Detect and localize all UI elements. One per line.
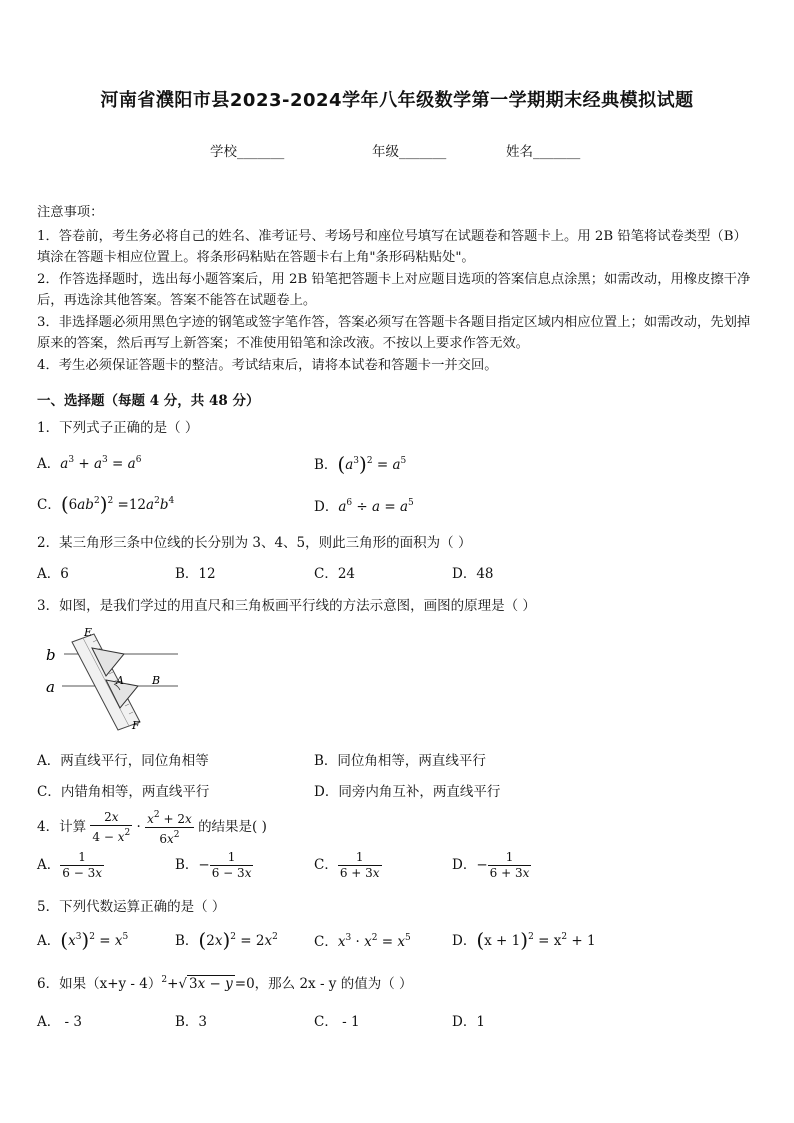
q2-option-c: C．24 bbox=[314, 566, 356, 582]
q4-option-b: B．− $\frac{1}{6 - 3x}$ bbox=[175, 850, 252, 880]
note-item: 3．非选择题必须用黑色字迹的钢笔或签字笔作答，答案必须写在答题卡各题目指定区域内相应位置上；如需改动，先划掉原来的答案，然后再写上新答案；不准使用铅笔和涂改液。不按以上要求作答无效。 bbox=[37, 314, 751, 351]
q1-option-c: C．$(6ab^2)^2 =12a^2b^4$ bbox=[37, 492, 175, 516]
q2-option-d: D．48 bbox=[452, 566, 494, 582]
q4-option-d: D．− $\frac{1}{6 + 3x}$ bbox=[452, 850, 530, 880]
q3-option-d: D．同旁内角互补，两直线平行 bbox=[314, 784, 501, 800]
notes-heading: 注意事项： bbox=[37, 205, 104, 220]
label-f: F bbox=[132, 719, 140, 732]
q3-option-b: B．同位角相等，两直线平行 bbox=[314, 753, 486, 769]
q1-option-d: D．$a^6 \div a = a^5$ bbox=[314, 498, 414, 515]
label-A: A bbox=[116, 674, 124, 687]
q6-option-d: D．1 bbox=[452, 1014, 485, 1030]
q3-option-c: C．内错角相等，两直线平行 bbox=[37, 784, 210, 800]
section-heading: 一、选择题（每题 4 分，共 48 分） bbox=[37, 393, 260, 409]
school-field: 学校_______ bbox=[210, 144, 285, 160]
q5-option-a: A．$(x^3)^2 = x^5$ bbox=[37, 928, 129, 952]
label-b: b bbox=[46, 646, 56, 664]
q5-option-b: B．$(2x)^2 = 2x^2$ bbox=[175, 928, 278, 952]
grade-field: 年级_______ bbox=[372, 144, 447, 160]
label-B: B bbox=[152, 674, 161, 687]
q1-option-b: B．$(a^3)^2 = a^5$ bbox=[314, 452, 407, 476]
note-item: 1．答卷前，考生务必将自己的姓名、准考证号、考场号和座位号填写在试题卷和答题卡上。用 2B 铅笔将试卷类型（B）填涂在答题卡相应位置上。将条形码粘贴在答题卡右上角"条形码粘贴处"。 bbox=[37, 228, 747, 265]
q4-option-c: C． $\frac{1}{6 + 3x}$ bbox=[314, 850, 380, 880]
q4-option-a: A． $\frac{1}{6 - 3x}$ bbox=[37, 850, 102, 880]
page-title: 河南省濮阳市县2023-2024学年八年级数学第一学期期末经典模拟试题 bbox=[100, 90, 694, 111]
q6-option-b: B．3 bbox=[175, 1014, 208, 1030]
question-1-stem: 1．下列式子正确的是（ ） bbox=[37, 420, 199, 436]
q5-option-d: D．$(x + 1)^2 = x^2 + 1$ bbox=[452, 928, 596, 952]
q2-option-a: A．6 bbox=[37, 566, 69, 582]
name-field: 姓名_______ bbox=[506, 144, 581, 160]
label-e: E bbox=[84, 626, 93, 639]
q6-option-c: C． - 1 bbox=[314, 1014, 360, 1030]
q5-option-c: C．$x^3 \cdot x^2 = x^5$ bbox=[314, 933, 411, 950]
ruler-triangle-figure bbox=[44, 624, 184, 734]
note-item: 2．作答选择题时，选出每小题答案后，用 2B 铅笔把答题卡上对应题目选项的答案信息点涂黑；如需改动，用橡皮擦干净后，再选涂其他答案。答案不能答在试题卷上。 bbox=[37, 271, 751, 308]
question-3-stem: 3．如图，是我们学过的用直尺和三角板画平行线的方法示意图，画图的原理是（ ） bbox=[37, 598, 536, 614]
question-4-stem: 4．计算 $\frac{2x}{4 - x^2}$ · $\frac{x^2 + 2x}{6x^2}$ 的结果是( ) bbox=[37, 810, 267, 846]
question-6-stem: 6．如果$(x+y - 4)^2+√$ 3x − y =0，那么 2x - y 的值为（ ） bbox=[37, 975, 413, 992]
q3-option-a: A．两直线平行，同位角相等 bbox=[37, 753, 209, 769]
note-item: 4．考生必须保证答题卡的整洁。考试结束后，请将本试卷和答题卡一并交回。 bbox=[37, 357, 498, 373]
q1-option-a: A．$a^3 + a^3 = a^6$ bbox=[37, 455, 142, 472]
question-2-stem: 2．某三角形三条中位线的长分别为 3、4、5，则此三角形的面积为（ ） bbox=[37, 535, 472, 551]
notes-block bbox=[37, 202, 759, 376]
q6-option-a: A． - 3 bbox=[37, 1014, 82, 1030]
label-a: a bbox=[46, 678, 55, 696]
question-5-stem: 5．下列代数运算正确的是（ ） bbox=[37, 899, 226, 915]
q2-option-b: B．12 bbox=[175, 566, 216, 582]
